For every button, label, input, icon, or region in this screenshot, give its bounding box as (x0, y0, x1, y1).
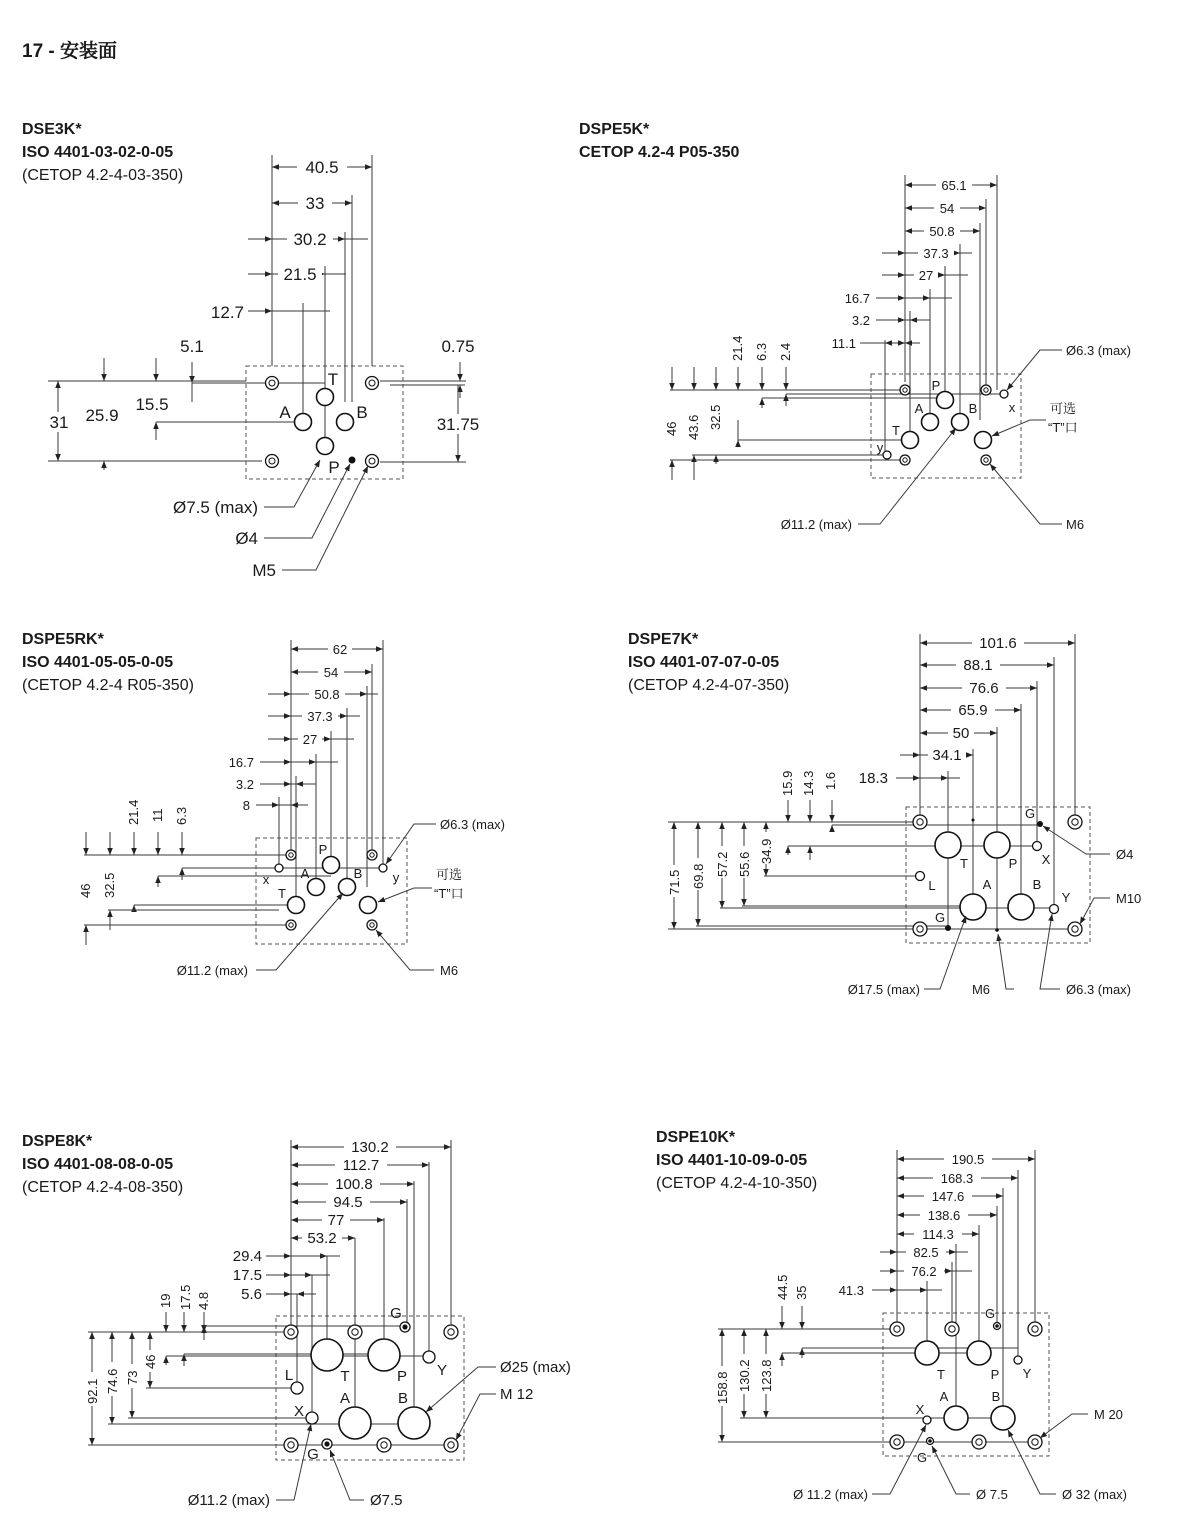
dse3k-label-b: B (356, 403, 368, 422)
dspe7k-callout-thread: M10 (1116, 891, 1142, 906)
dspe5k-port-x (1000, 390, 1008, 398)
dspe8k-dim-56: 5.6 (241, 1286, 262, 1303)
dspe10k-cetop: (CETOP 4.2-4-10-350) (656, 1175, 818, 1192)
dspe5k-callout-xy-dia: Ø6.3 (max) (1066, 343, 1132, 358)
dspe5rk-dim-27: 27 (302, 732, 318, 747)
dspe5k-port-b (952, 414, 969, 431)
dspe8k-bolt-hole-bm (377, 1438, 391, 1452)
dspe10k-dim-445: 44.5 (775, 1274, 790, 1300)
dspe10k-dim-1386: 138.6 (927, 1208, 961, 1223)
dspe10k-port-t (915, 1341, 939, 1365)
dspe5k-port-p (937, 392, 954, 409)
dse3k-dim-215: 21.5 (283, 265, 317, 284)
dspe10k-label-t: T (937, 1367, 945, 1382)
dspe7k-port-b (1008, 894, 1034, 920)
dspe7k-dim-556: 55.6 (737, 851, 752, 877)
dse3k-bolt-hole-tl (266, 377, 279, 390)
dse3k-dim-259: 25.9 (85, 406, 119, 425)
dspe8k-dim-1127: 112.7 (342, 1157, 380, 1174)
dspe10k-port-a (944, 1406, 968, 1430)
dspe5rk-dim-214: 21.4 (126, 799, 141, 825)
dspe7k-port-l (916, 872, 925, 881)
dspe10k-drawing (713, 1150, 1127, 1502)
dspe7k-callout-m6: M6 (971, 982, 990, 997)
dspe8k-dim-175: 17.5 (232, 1267, 262, 1284)
dspe8k-label-b: B (397, 1390, 409, 1407)
dspe10k-port-b (991, 1406, 1015, 1430)
dse3k-dim-302: 30.2 (293, 230, 327, 249)
dspe5rk-bolt-hole-tr (367, 850, 377, 860)
dspe7k-port-t (935, 832, 961, 858)
dspe5k-label-y: y (876, 440, 884, 455)
dspe10k-dim-35: 35 (794, 1285, 809, 1300)
dspe5rk-dim-32: 3.2 (235, 777, 254, 792)
dse3k-dim-405: 40.5 (305, 158, 339, 177)
dse3k-model: DSE3K* (22, 121, 82, 138)
dspe7k-cetop: (CETOP 4.2-4-07-350) (628, 677, 790, 694)
dspe7k-plate-outline (906, 807, 1090, 943)
dspe5k-callout-thread: M6 (1066, 517, 1085, 532)
dspe5rk-dim-325: 32.5 (102, 872, 117, 898)
dspe10k-label-g-top: G (984, 1306, 996, 1321)
dspe5rk-dim-373: 37.3 (307, 709, 333, 724)
dspe7k-label-a: A (982, 877, 992, 892)
dspe5k-callout-port-dia: Ø11.2 (max) (780, 517, 852, 532)
dspe5k-dim-63: 6.3 (754, 342, 769, 361)
dse3k-dim-075: 0.75 (441, 337, 475, 356)
dspe5k-dim-46: 46 (664, 421, 679, 436)
dspe8k-dim-46: 46 (143, 1354, 158, 1369)
dspe7k-dim-50: 50 (952, 725, 970, 742)
dspe5rk-model: DSPE5RK* (22, 631, 104, 648)
dspe8k-bolt-hole-tr (444, 1325, 458, 1339)
dspe5rk-label-t: T (278, 886, 286, 901)
dspe5k-dim-167: 16.7 (844, 291, 870, 306)
dse3k-callout-port-dia: Ø7.5 (max) (172, 498, 258, 517)
dspe5k-label-b: B (968, 401, 978, 416)
dspe8k-port-t (311, 1339, 343, 1371)
dspe10k-label-p: P (990, 1367, 1000, 1382)
dspe5rk-port-t (288, 897, 305, 914)
dspe8k-dim-48: 4.8 (196, 1291, 211, 1310)
dspe5rk-port-t-optional (360, 897, 377, 914)
dspe5k-cetop: CETOP 4.2-4 P05-350 (579, 144, 740, 161)
dspe8k-port-y (423, 1351, 435, 1363)
dspe10k-label-a: A (939, 1389, 949, 1404)
dspe8k-callout-xy-dia: Ø11.2 (max) (187, 1492, 270, 1509)
dspe7k-port-y (1050, 905, 1059, 914)
dspe8k-label-y: Y (436, 1362, 448, 1379)
dspe5rk-dim-11: 11 (150, 808, 165, 822)
dspe7k-dim-881: 88.1 (963, 657, 993, 674)
dspe5k-dim-651: 65.1 (941, 178, 967, 193)
dspe5k-bolt-hole-br (981, 455, 991, 465)
dspe10k-callout-port-dia: Ø 32 (max) (1062, 1487, 1128, 1502)
dspe10k-plate-outline (883, 1313, 1049, 1456)
dspe7k-dim-1016: 101.6 (979, 635, 1017, 652)
dspe8k-label-l: L (284, 1367, 294, 1384)
dspe8k-port-b (398, 1407, 430, 1439)
dspe8k-callout-pin-dia: Ø7.5 (370, 1492, 403, 1509)
dspe10k-callout-pin-dia: Ø 7.5 (976, 1487, 1008, 1502)
dse3k-iso: ISO 4401-03-02-0-05 (22, 144, 174, 161)
dspe5rk-iso: ISO 4401-05-05-0-05 (22, 654, 174, 671)
dspe5rk-dim-508: 50.8 (314, 687, 340, 702)
dse3k-callout-pin-dia: Ø4 (235, 529, 258, 548)
dspe8k-label-p: P (396, 1368, 408, 1385)
dse3k-dim-33: 33 (305, 194, 325, 213)
dse3k-dim-155: 15.5 (135, 395, 169, 414)
dspe10k-bolt-hole-tm (945, 1322, 959, 1336)
dse3k-pin-hole (349, 457, 356, 464)
dspe5k-dim-24: 2.4 (778, 342, 793, 361)
dspe8k-dim-1008: 100.8 (335, 1176, 373, 1193)
dse3k-callout-thread: M5 (252, 561, 276, 580)
dspe5rk-callout-thread: M6 (440, 963, 459, 978)
dspe10k-dim-1905: 190.5 (951, 1152, 985, 1167)
dspe7k-drawing (665, 634, 1141, 997)
dspe8k-port-p (368, 1339, 400, 1371)
dspe5k-port-t (902, 432, 919, 449)
dspe7k-label-b: B (1032, 877, 1042, 892)
dspe8k-cetop: (CETOP 4.2-4-08-350) (22, 1179, 184, 1196)
dspe10k-bolt-hole-bl (890, 1435, 904, 1449)
dspe7k-pin-bottom (945, 925, 951, 931)
dspe7k-label-t: T (960, 856, 968, 871)
dspe7k-label-g-bottom: G (934, 910, 946, 925)
dspe8k-dim-945: 94.5 (333, 1194, 363, 1211)
dspe8k-callout-port-dia: Ø25 (max) (500, 1359, 571, 1376)
dspe7k-dim-341: 34.1 (932, 747, 962, 764)
dse3k-bolt-hole-bl (266, 455, 279, 468)
dse3k-port-b (337, 414, 354, 431)
dspe10k-bolt-hole-br (1028, 1435, 1042, 1449)
dspe5rk-dim-46: 46 (78, 883, 93, 898)
dse3k-port-a (295, 414, 312, 431)
dspe5k-label-t: T (892, 423, 900, 438)
dspe7k-label-g-top: G (1024, 806, 1036, 821)
dspe8k-bolt-hole-tm (348, 1325, 362, 1339)
dspe7k-callout-xy-dia: Ø6.3 (max) (1066, 982, 1132, 997)
dspe8k-label-g-top: G (390, 1305, 402, 1322)
dspe7k-model: DSPE7K* (628, 631, 699, 648)
dse3k-dim-127: 12.7 (210, 303, 244, 322)
dspe8k-dim-921: 92.1 (85, 1378, 100, 1404)
dspe7k-dim-159: 15.9 (780, 770, 795, 796)
dspe10k-label-g-bottom: G (916, 1450, 928, 1465)
dspe7k-port-x (1033, 842, 1042, 851)
dspe5rk-port-x (275, 864, 283, 872)
dspe8k-label-t: T (340, 1368, 350, 1385)
dspe8k-port-a (339, 1407, 371, 1439)
dspe5rk-label-p: P (318, 842, 328, 857)
dspe7k-dim-16: 1.6 (823, 771, 838, 790)
dspe10k-callout-thread: M 20 (1094, 1407, 1123, 1422)
dspe7k-dim-183: 18.3 (858, 770, 888, 787)
dspe5rk-port-y (379, 864, 387, 872)
dspe8k-port-x (306, 1412, 318, 1424)
dspe10k-dim-1238: 123.8 (759, 1359, 774, 1392)
dspe5k-dim-325: 32.5 (708, 404, 723, 430)
dspe7k-dim-572: 57.2 (715, 851, 730, 877)
dspe5k-port-t-optional (975, 432, 992, 449)
dspe7k-dim-715: 71.5 (667, 869, 682, 895)
dspe10k-model: DSPE10K* (656, 1129, 736, 1146)
dspe5rk-label-a: A (300, 866, 310, 881)
dspe5rk-callout-port-dia: Ø11.2 (max) (176, 963, 248, 978)
dspe7k-callout-port-dia: Ø17.5 (max) (847, 982, 920, 997)
page-title: 17 - 安装面 (22, 41, 118, 62)
dspe10k-dim-1588: 158.8 (715, 1371, 730, 1404)
dspe8k-label-x: X (293, 1403, 305, 1420)
dspe5rk-dim-167: 16.7 (228, 755, 254, 770)
dse3k-port-p (317, 438, 334, 455)
dspe8k-iso: ISO 4401-08-08-0-05 (22, 1156, 174, 1173)
dspe10k-iso: ISO 4401-10-09-0-05 (656, 1152, 808, 1169)
dspe5k-dim-508: 50.8 (929, 224, 955, 239)
dspe5rk-dim-63: 6.3 (174, 806, 189, 825)
dspe8k-bolt-hole-tl (284, 1325, 298, 1339)
dspe5k-dim-54: 54 (939, 201, 955, 216)
dspe7k-label-p: P (1008, 856, 1018, 871)
dspe7k-port-a (960, 894, 986, 920)
dspe7k-dim-766: 76.6 (969, 680, 999, 697)
dspe7k-iso: ISO 4401-07-07-0-05 (628, 654, 780, 671)
dspe5k-bolt-hole-bl (900, 455, 910, 465)
dspe8k-dim-73: 73 (125, 1370, 140, 1385)
dse3k-label-p: P (328, 458, 340, 477)
dspe7k-dim-698: 69.8 (691, 863, 706, 889)
dspe5rk-optional-port: “T”口 (434, 886, 464, 901)
dspe7k-bolt-hole-tr (1068, 815, 1082, 829)
dspe5k-bolt-hole-tl (900, 385, 910, 395)
dspe8k-bolt-hole-br (444, 1438, 458, 1452)
dspe5rk-cetop: (CETOP 4.2-4 R05-350) (22, 677, 194, 694)
dspe5rk-port-b (339, 879, 356, 896)
dspe5k-label-a: A (914, 401, 924, 416)
dspe5k-optional-label: 可选 (1050, 401, 1077, 416)
dspe10k-label-b: B (991, 1389, 1001, 1404)
dse3k-label-a: A (279, 403, 291, 422)
dspe10k-label-y: Y (1022, 1366, 1032, 1381)
dspe10k-dim-762: 76.2 (911, 1264, 937, 1279)
dspe8k-drawing (83, 1138, 571, 1509)
dspe7k-dim-143: 14.3 (801, 770, 816, 796)
dspe7k-pin-top (1037, 821, 1043, 827)
dspe5rk-callout-xy-dia: Ø6.3 (max) (440, 817, 506, 832)
dspe5k-drawing (664, 175, 1131, 532)
dspe5k-model: DSPE5K* (579, 121, 650, 138)
dspe5k-dim-373: 37.3 (923, 246, 949, 261)
dspe5rk-port-p (323, 857, 340, 874)
dspe7k-dim-659: 65.9 (958, 702, 988, 719)
dspe8k-dim-294: 29.4 (232, 1248, 262, 1265)
dspe7k-label-l: L (928, 878, 936, 893)
dspe5rk-label-b: B (353, 866, 363, 881)
dspe5rk-label-x: x (262, 872, 270, 887)
dspe7k-bolt-hole-tl (913, 815, 927, 829)
dse3k-label-t: T (327, 370, 339, 389)
dspe5k-port-a (922, 414, 939, 431)
dspe7k-label-y: Y (1061, 890, 1071, 905)
dspe10k-dim-1476: 147.6 (931, 1189, 965, 1204)
dspe7k-dim-349: 34.9 (759, 838, 774, 864)
dspe10k-label-x: X (915, 1402, 925, 1417)
dse3k-dim-51: 5.1 (180, 337, 204, 356)
dspe10k-callout-xy-dia: Ø 11.2 (max) (793, 1487, 868, 1502)
dspe5k-dim-436: 43.6 (686, 414, 701, 440)
dspe10k-port-x (923, 1416, 931, 1424)
dspe8k-label-g-bottom: G (307, 1446, 319, 1463)
dspe10k-dim-1683: 168.3 (940, 1171, 974, 1186)
dspe7k-callout-pin-dia: Ø4 (1116, 847, 1134, 862)
dspe8k-model: DSPE8K* (22, 1133, 93, 1150)
dspe5rk-drawing (78, 640, 505, 978)
dspe5rk-label-y: y (392, 870, 400, 885)
dspe5k-port-y (883, 451, 891, 459)
dspe7k-port-p (984, 832, 1010, 858)
dspe8k-dim-746: 74.6 (105, 1368, 120, 1394)
dspe5k-label-p: P (931, 378, 941, 393)
dse3k-cetop: (CETOP 4.2-4-03-350) (22, 167, 184, 184)
dspe8k-plate-outline (276, 1316, 464, 1460)
dspe5rk-dim-62: 62 (332, 642, 348, 657)
dspe8k-dim-19: 19 (158, 1293, 173, 1308)
dspe7k-bolt-hole-br (1068, 922, 1082, 936)
dspe8k-dim-77: 77 (327, 1212, 345, 1229)
dspe5k-optional-port: “T”口 (1048, 420, 1078, 435)
dspe5k-dim-32: 3.2 (851, 313, 870, 328)
dspe8k-callout-thread: M 12 (500, 1386, 534, 1403)
dspe8k-dim-1302: 130.2 (351, 1139, 389, 1156)
dspe5k-dim-27: 27 (918, 268, 934, 283)
dspe5rk-bolt-hole-tl (286, 850, 296, 860)
dspe5rk-dim-8: 8 (242, 798, 250, 813)
dspe5k-label-x: x (1008, 400, 1016, 415)
dse3k-port-t (317, 389, 334, 406)
dspe5k-bolt-hole-tr (981, 385, 991, 395)
dspe8k-bolt-hole-bl (284, 1438, 298, 1452)
dspe5k-dim-214: 21.4 (730, 335, 745, 361)
dspe8k-dim-175v: 17.5 (178, 1284, 193, 1310)
dspe5rk-bolt-hole-bl (286, 920, 296, 930)
dspe5rk-dim-54: 54 (323, 665, 339, 680)
dspe10k-dim-1143: 114.3 (922, 1227, 954, 1242)
dspe5rk-bolt-hole-br (367, 920, 377, 930)
dspe10k-bolt-hole-tl (890, 1322, 904, 1336)
dspe7k-label-x: X (1041, 852, 1051, 867)
dse3k-bolt-hole-br (366, 455, 379, 468)
dse3k-bolt-hole-tr (366, 377, 379, 390)
dspe5rk-optional-label: 可选 (436, 867, 463, 882)
dspe10k-bolt-hole-tr (1028, 1322, 1042, 1336)
dse3k-dim-3175: 31.75 (436, 415, 480, 434)
dspe8k-dim-532: 53.2 (307, 1230, 337, 1247)
dspe10k-dim-825: 82.5 (913, 1245, 939, 1260)
dspe5rk-port-a (308, 879, 325, 896)
dspe8k-label-a: A (339, 1390, 351, 1407)
dspe10k-dim-1302: 130.2 (737, 1359, 752, 1392)
dspe7k-bolt-hole-bl (913, 922, 927, 936)
dspe10k-dim-413: 41.3 (838, 1283, 864, 1298)
dspe10k-port-y (1014, 1356, 1022, 1364)
dspe10k-port-p (967, 1341, 991, 1365)
dse3k-dim-31: 31 (49, 413, 69, 432)
dspe10k-bolt-hole-bm (972, 1435, 986, 1449)
dspe5k-dim-111: 11.1 (831, 336, 856, 351)
dse3k-drawing (44, 155, 486, 580)
